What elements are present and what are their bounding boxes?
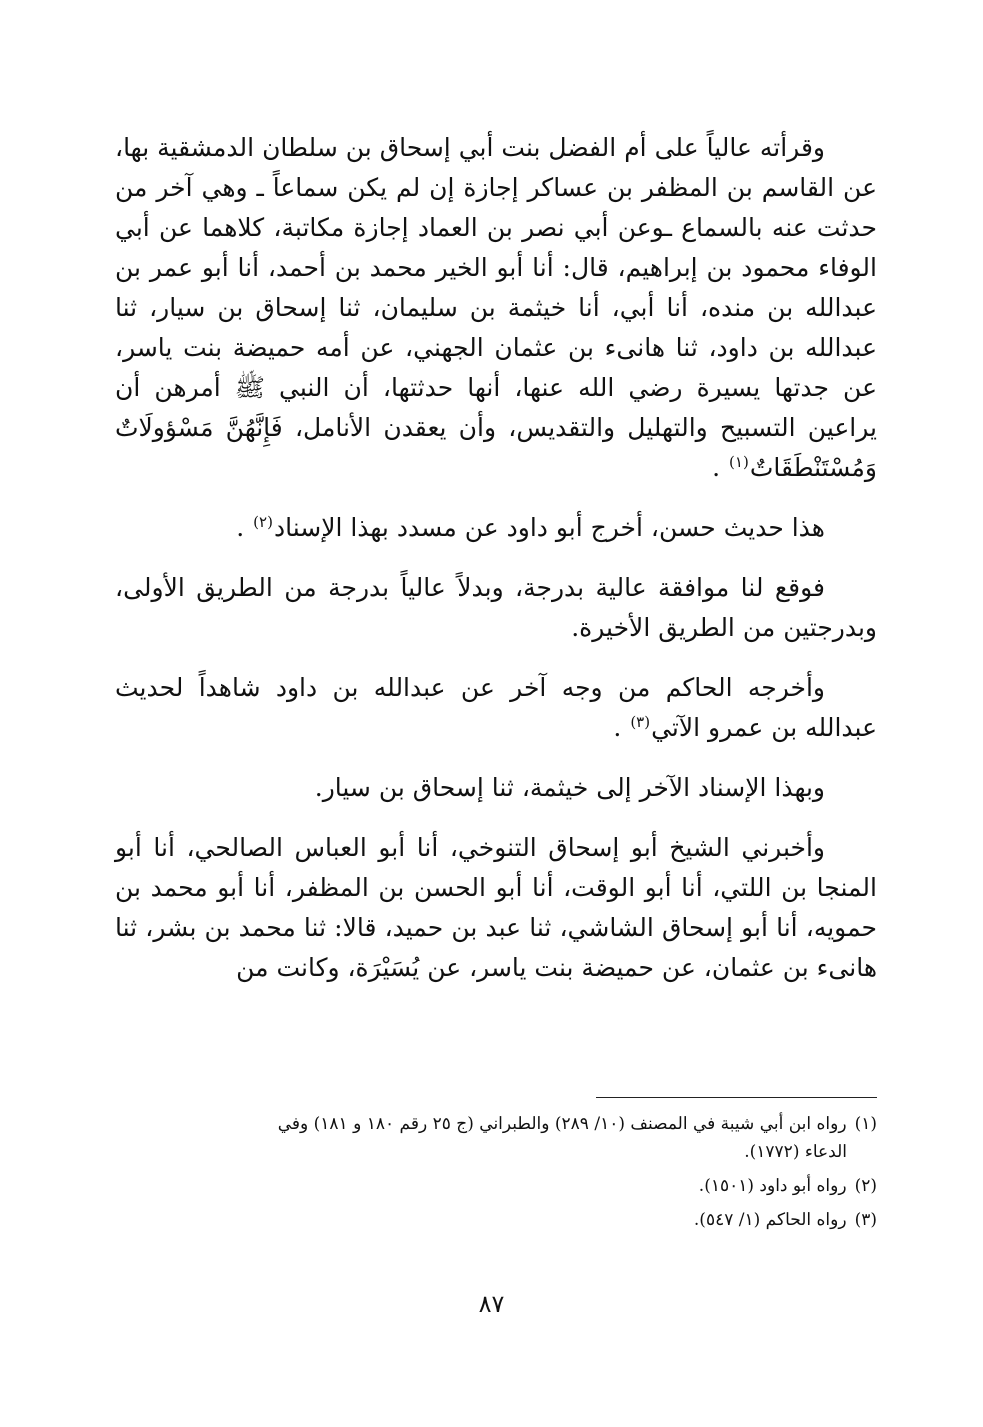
footnote-number: (٣) <box>854 1210 877 1230</box>
paragraph-4 <box>115 668 877 748</box>
footnote-text: رواه أبو داود (١٥٠١). <box>698 1176 847 1196</box>
page-number: ٨٧ <box>478 1290 505 1318</box>
footnote-text: رواه ابن أبي شيبة في المصنف (١٠/ ٢٨٩) والطبراني (ج ٢٥ رقم ١٨٠ و ١٨١) وفي <box>277 1114 847 1134</box>
text-line: حدثت عنه بالسماع ـوعن أبي نصر بن العماد إجازة مكاتبة، كلاهما عن أبي <box>115 213 877 242</box>
text-line: عن القاسم بن المظفر بن عساكر إجازة إن لم يكن سماعاً ـ وهي آخر من <box>115 173 877 202</box>
paragraph-1 <box>115 128 877 488</box>
footnotes <box>110 1110 877 1240</box>
text-line: وقرأته عالياً على أم الفضل بنت أبي إسحاق بن سلطان الدمشقية بها، <box>115 133 825 162</box>
paragraph-5 <box>115 768 877 808</box>
text-end: . <box>712 453 729 482</box>
footnote-number: (١) <box>854 1114 877 1134</box>
text-line: وَمُسْتَنْطَقَاتٌ <box>749 453 877 482</box>
text-line: هذا حديث حسن، أخرج أبو داود عن مسدد بهذا الإسناد <box>273 513 825 542</box>
footnote-3 <box>110 1206 877 1234</box>
text-line: عبدالله بن عمرو الآتي <box>651 713 877 742</box>
footnote-text-continued: الدعاء (١٧٧٢). <box>744 1142 847 1162</box>
text-line: سيار، ثنا عبدالله بن داود، ثنا هانىء بن عثمان الجهني، عن أمه حميضة بنت <box>115 293 877 362</box>
text-end: . <box>236 513 253 542</box>
text-line: يراعين التسبيح والتهليل والتقديس، وأن يعقدن الأنامل، فَإِنَّهُنَّ مَسْؤولَاتٌ <box>115 413 877 442</box>
text-line: وأخرجه الحاكم من وجه آخر عن عبدالله بن داود شاهداً لحديث <box>115 673 825 702</box>
text-line: المنجا بن اللتي، أنا أبو الوقت، أنا أبو الحسن بن المظفر، أنا أبو محمد بن <box>115 873 877 902</box>
text-end: . <box>613 713 630 742</box>
text-line: وأخبرني الشيخ أبو إسحاق التنوخي، أنا أبو العباس الصالحي، أنا أبو <box>115 833 825 862</box>
text-line: حمويه، أنا أبو إسحاق الشاشي، ثنا عبد بن حميد، قالا: ثنا محمد بن بشر، <box>145 913 878 942</box>
text-line: وبدرجتين من الطريق الأخيرة. <box>571 613 877 642</box>
paragraph-3 <box>115 568 877 648</box>
text-line: وبهذا الإسناد الآخر إلى خيثمة، ثنا إسحاق بن سيار. <box>314 773 825 802</box>
footnote-1 <box>110 1110 877 1166</box>
text-line: ثنا هانىء بن عثمان، عن حميضة بنت ياسر، عن يُسَيْرَة، وكانت من <box>115 913 877 982</box>
footnote-ref-1: (١) <box>729 453 749 471</box>
footnote-text: رواه الحاكم (١/ ٥٤٧). <box>693 1210 847 1230</box>
footnote-number: (٢) <box>854 1176 877 1196</box>
footnote-divider <box>596 1097 877 1098</box>
text-line: فوقع لنا موافقة عالية بدرجة، وبدلاً عالياً بدرجة من الطريق الأولى، <box>115 573 825 602</box>
text-line: الوفاء محمود بن إبراهيم، قال: أنا أبو الخير محمد بن أحمد، أنا أبو <box>201 253 877 282</box>
text-line: عمر بن عبدالله بن منده، أنا أبي، أنا خيثمة بن سليمان، ثنا إسحاق بن <box>115 253 877 322</box>
paragraph-2 <box>115 508 877 548</box>
footnote-ref-3: (٣) <box>630 713 651 731</box>
footnote-2 <box>110 1172 877 1200</box>
paragraph-6 <box>115 828 877 988</box>
footnote-ref-2: (٢) <box>253 513 273 531</box>
text-line: ياسر، عن جدتها يسيرة رضي الله عنها، أنها حدثتها، أن النبي ﷺ أمرهن أن <box>115 333 877 402</box>
body-text <box>115 128 877 988</box>
